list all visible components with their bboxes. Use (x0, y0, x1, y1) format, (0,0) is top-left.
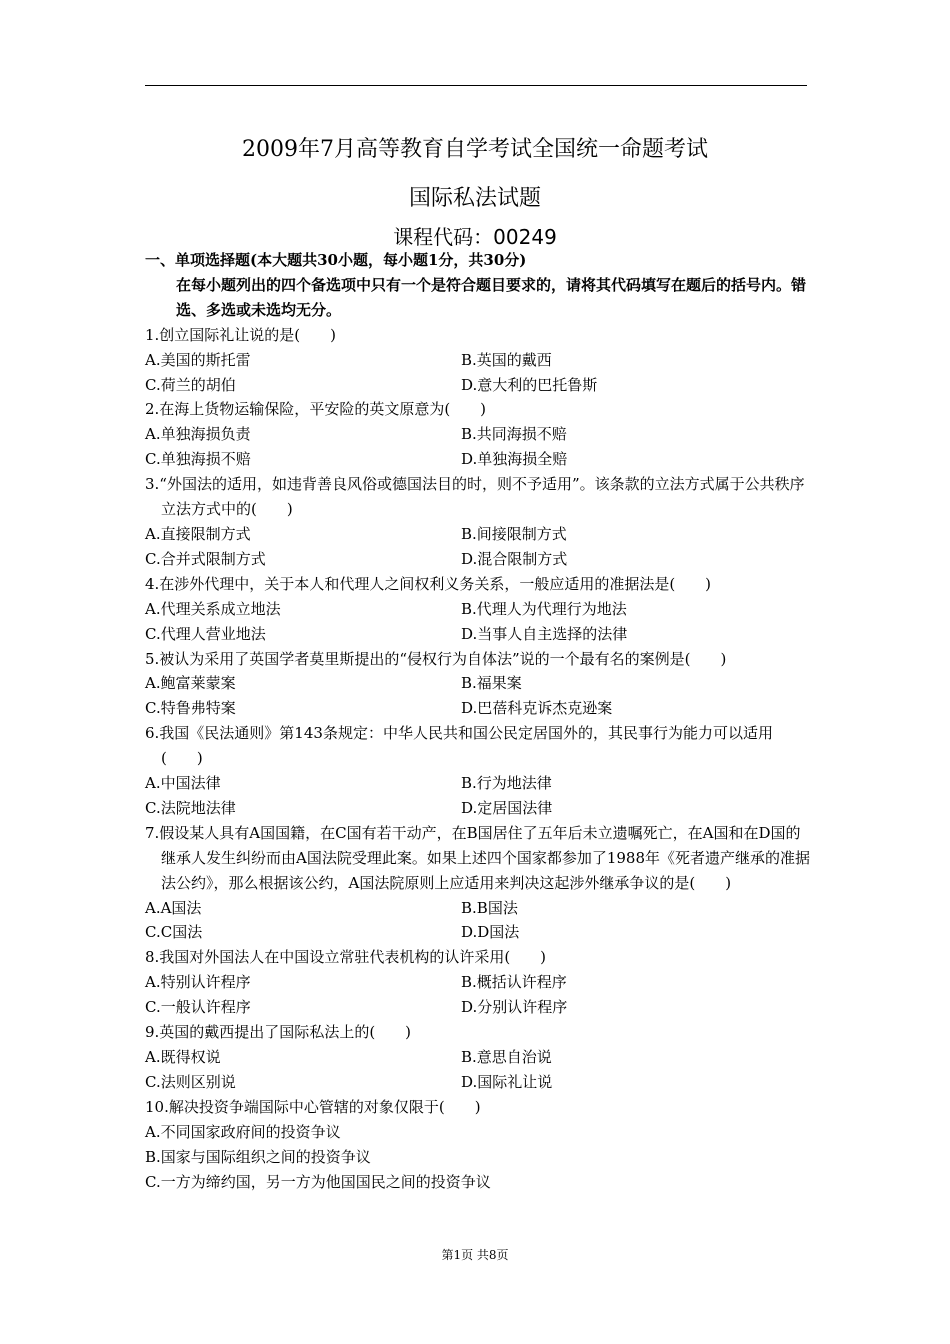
exam-title: 2009年7月高等教育自学考试全国统一命题考试 (242, 137, 708, 162)
option-row (145, 373, 810, 398)
option: D.意大利的巴托鲁斯 (461, 375, 598, 394)
option-row (145, 547, 810, 572)
option: C.法院地法律 (145, 798, 236, 817)
option: C.合并式限制方式 (145, 549, 266, 568)
option-row (145, 970, 810, 995)
option-row (145, 597, 810, 622)
header-rule (145, 85, 807, 86)
question-stem: 7.假设某人具有A国国籍，在C国有若干动产，在B国居住了五年后未立遗嘱死亡，在A国和在D国的继承人发生纠纷而由A国法院受理此案。如果上述四个国家都参加了1988年《死者遗产继承的准据法公约》，那么根据该公约，A国法院原则上应适用来判决这起涉外继承争议的是( ) (145, 823, 811, 892)
option-row (145, 422, 810, 447)
option-row (145, 896, 810, 921)
option: D.巴蓓科克诉杰克逊案 (461, 699, 613, 718)
option: B.国家与国际组织之间的投资争议 (145, 1147, 371, 1166)
option: B.间接限制方式 (461, 524, 567, 543)
option: D.单独海损全赔 (461, 450, 568, 469)
option: A.特别认许程序 (145, 973, 251, 992)
option: C.C国法 (145, 923, 203, 942)
option: A.不同国家政府间的投资争议 (145, 1122, 341, 1141)
section-heading: 一、单项选择题(本大题共30小题，每小题1分，共30分) (145, 251, 527, 269)
option: B.概括认许程序 (461, 973, 567, 992)
page-footer: 第1页 共8页 (441, 1248, 509, 1262)
option: A.A国法 (145, 898, 202, 917)
option: B.B国法 (461, 898, 518, 917)
option-row (145, 622, 810, 647)
question-stem: 1.创立国际礼让说的是( ) (145, 325, 337, 344)
option: A.鲍富莱蒙案 (145, 674, 236, 693)
option: C.代理人营业地法 (145, 624, 266, 643)
option: D.当事人自主选择的法律 (461, 624, 628, 643)
option: A.代理关系成立地法 (145, 599, 281, 618)
option: C.特鲁弗特案 (145, 699, 236, 718)
option: A.中国法律 (145, 774, 221, 793)
option: B.行为地法律 (461, 774, 552, 793)
question-stem: 8.我国对外国法人在中国设立常驻代表机构的认许采用( ) (145, 948, 547, 967)
option: B.代理人为代理行为地法 (461, 599, 627, 618)
option: D.定居国法律 (461, 798, 553, 817)
option: C.一般认许程序 (145, 998, 251, 1017)
option: C.单独海损不赔 (145, 450, 251, 469)
option-row (145, 920, 810, 945)
question-stem: 2.在海上货物运输保险，平安险的英文原意为( ) (145, 400, 487, 419)
option: D.国际礼让说 (461, 1072, 553, 1091)
option: A.单独海损负责 (145, 425, 251, 444)
option: C.一方为缔约国，另一方为他国国民之间的投资争议 (145, 1172, 491, 1191)
option-row (145, 1070, 810, 1095)
option-row (145, 771, 810, 796)
option: B.英国的戴西 (461, 350, 552, 369)
option: C.荷兰的胡伯 (145, 375, 236, 394)
option: B.共同海损不赔 (461, 425, 567, 444)
option: D.D国法 (461, 923, 520, 942)
course-code: 课程代码：00249 (393, 225, 557, 249)
section-instruction: 在每小题列出的四个备选项中只有一个是符合题目要求的，请将其代码填写在题后的括号内。错选、多选或未选均无分。 (176, 275, 807, 319)
question-stem: 4.在涉外代理中，关于本人和代理人之间权利义务关系，一般应适用的准据法是( ) (145, 574, 712, 593)
option: B.福果案 (461, 674, 522, 693)
option: D.分别认许程序 (461, 998, 568, 1017)
option-row (145, 522, 810, 547)
question-stem: 5.被认为采用了英国学者莫里斯提出的“侵权行为自体法”说的一个最有名的案例是( ) (145, 649, 727, 668)
option: A.美国的斯托雷 (145, 350, 251, 369)
paper-subtitle: 国际私法试题 (408, 186, 541, 211)
question-stem: 9.英国的戴西提出了国际私法上的( ) (145, 1023, 412, 1042)
option-row (145, 995, 810, 1020)
option-row (145, 696, 810, 721)
option-row (145, 348, 810, 373)
option: D.混合限制方式 (461, 549, 568, 568)
option: B.意思自治说 (461, 1048, 552, 1066)
exam-content (145, 248, 810, 1194)
option: C.法则区别说 (145, 1072, 236, 1091)
question-stem: 10.解决投资争端国际中心管辖的对象仅限于( ) (145, 1097, 481, 1116)
option-row (145, 447, 810, 472)
option: A.既得权说 (145, 1048, 221, 1066)
option-row (145, 671, 810, 696)
question-stem: 3.“外国法的适用，如违背善良风俗或德国法目的时，则不予适用”。该条款的立法方式属于公共秩序立法方式中的( ) (145, 475, 805, 519)
question-stem: 6.我国《民法通则》第143条规定：中华人民共和国公民定居国外的，其民事行为能力可以适用( ) (145, 724, 773, 768)
option-row (145, 796, 810, 821)
option: A.直接限制方式 (145, 524, 251, 543)
option-row (145, 1045, 810, 1070)
